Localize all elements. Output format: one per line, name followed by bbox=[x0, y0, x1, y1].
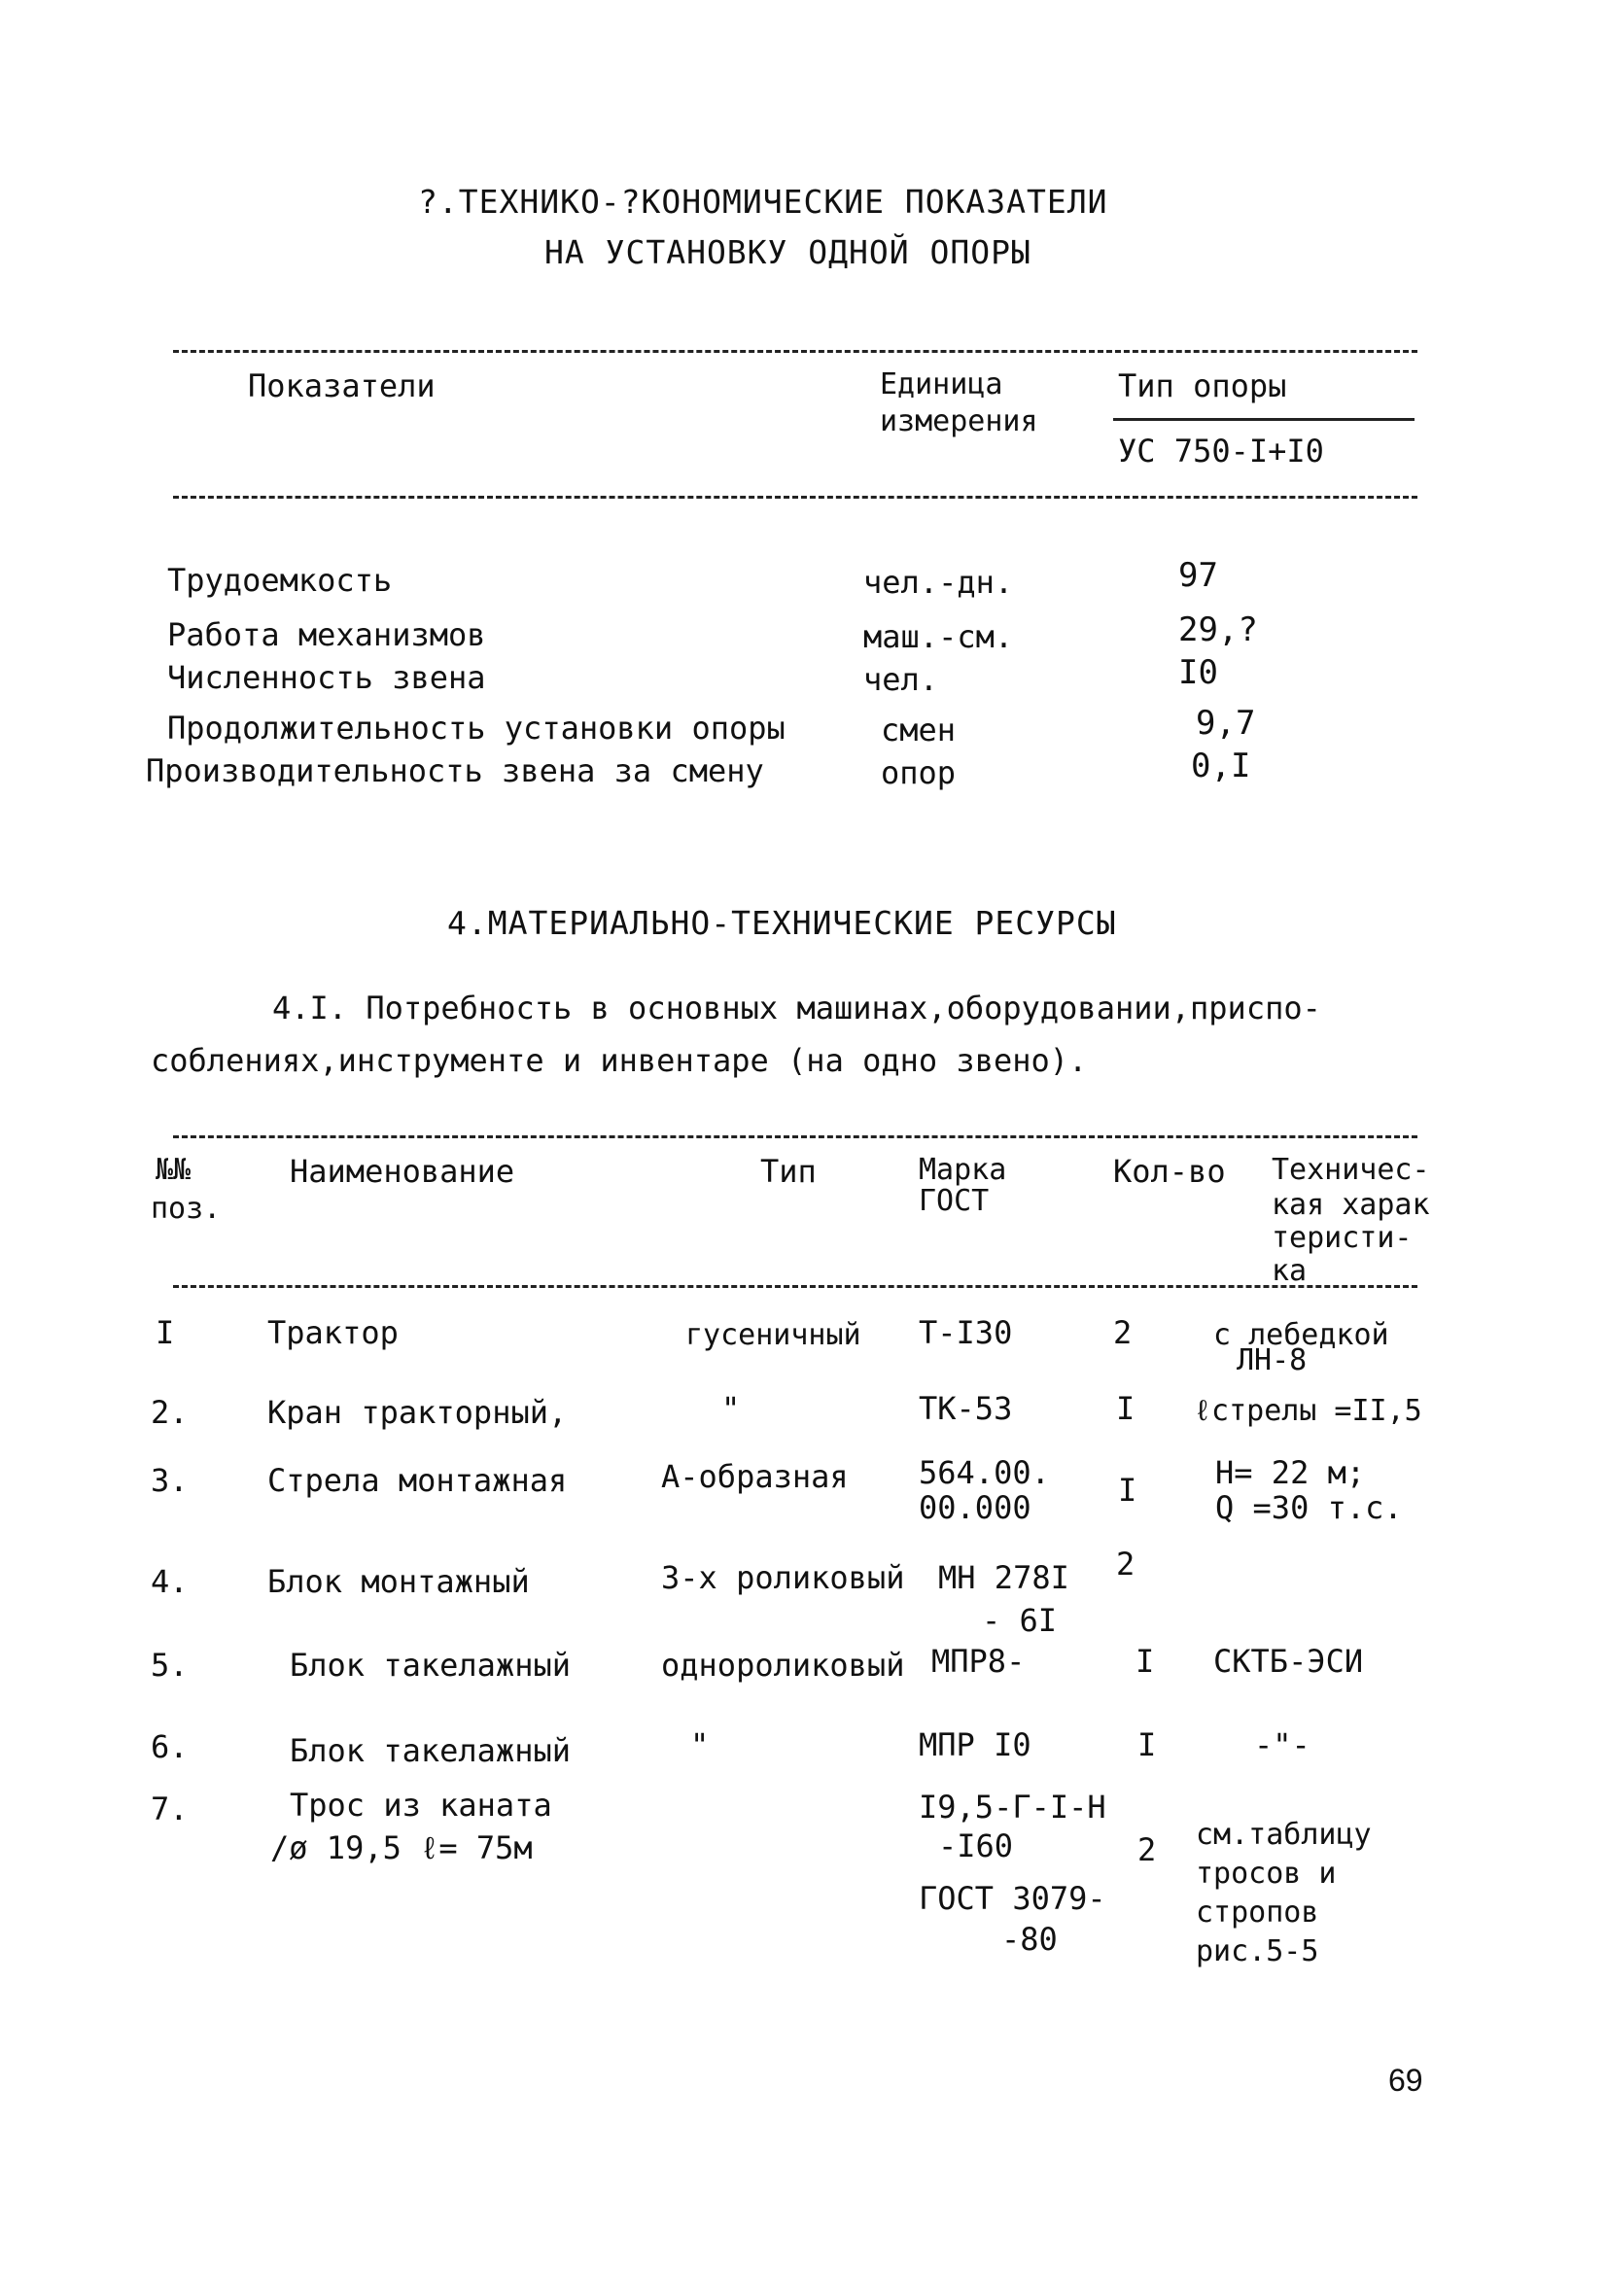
section-3-title-line1: ?.ТЕХНИКО-?КОНОМИЧЕСКИЕ ПОКАЗАТЕЛИ bbox=[418, 183, 1108, 221]
table2-row-1-type: гусеничный bbox=[685, 1318, 861, 1352]
table1-row-1-name: Трудоемкость bbox=[167, 562, 393, 599]
section-3-title-line2: НА УСТАНОВКУ ОДНОЙ ОПОРЫ bbox=[544, 233, 1031, 271]
table2-row-3-name: Стрела монтажная bbox=[267, 1462, 568, 1499]
table2-row-7-name-line2: /ø 19,5 ℓ= 75м bbox=[270, 1829, 533, 1866]
table2-row-7-mark-line3: ГОСТ 3079- bbox=[919, 1880, 1106, 1917]
table1-row-2-value: 29,? bbox=[1178, 610, 1258, 649]
table1-header-support-type: Тип опоры bbox=[1118, 367, 1287, 404]
table1-row-4-value: 9,7 bbox=[1196, 704, 1256, 743]
table2-row-7-tech: см.таблицу bbox=[1196, 1818, 1372, 1852]
table2-row-7-mark: I9,5-Г-I-Н bbox=[919, 1789, 1106, 1826]
table2-top-rule bbox=[173, 1135, 1417, 1138]
table2-row-4-type: 3-х роликовый bbox=[661, 1559, 905, 1596]
table2-row-3-tech-line2: Q =30 т.с. bbox=[1215, 1489, 1403, 1526]
table1-top-rule bbox=[173, 350, 1417, 353]
table1-header-divider bbox=[1113, 418, 1415, 421]
table2-header-pos-line2: поз. bbox=[151, 1192, 222, 1226]
table2-row-7-name: Трос из каната bbox=[290, 1787, 552, 1824]
table2-row-1-tech-line2: ЛН-8 bbox=[1237, 1343, 1308, 1377]
table2-row-7-tech-line4: рис.5-5 bbox=[1196, 1934, 1319, 1968]
table2-row-1-qty: 2 bbox=[1113, 1314, 1133, 1351]
table2-row-1-mark: Т-I30 bbox=[919, 1314, 1013, 1351]
table2-row-1-tech: с лебедкой bbox=[1213, 1318, 1389, 1352]
table1-row-3-name: Численность звена bbox=[167, 659, 486, 696]
table2-row-7-mark-line2: -I60 bbox=[938, 1827, 1014, 1864]
table2-row-6-pos: 6. bbox=[151, 1728, 189, 1765]
table1-row-1-value: 97 bbox=[1178, 556, 1218, 595]
table1-row-2-name: Работа механизмов bbox=[167, 616, 486, 653]
table2-row-2-qty: I bbox=[1116, 1390, 1135, 1427]
table2-row-7-tech-line2: тросов и bbox=[1196, 1857, 1337, 1891]
table2-row-6-tech: -"- bbox=[1254, 1726, 1310, 1763]
table2-row-4-name: Блок монтажный bbox=[267, 1563, 530, 1600]
table2-row-2-tech: ℓстрелы =II,5 bbox=[1194, 1394, 1422, 1428]
table1-header-unit-line2: измерения bbox=[880, 404, 1038, 438]
table2-row-7-tech-line3: стропов bbox=[1196, 1896, 1319, 1930]
table1-row-4-name: Продолжительность установки опоры bbox=[167, 710, 786, 747]
table2-row-6-name: Блок такелажный bbox=[290, 1732, 571, 1769]
table2-row-6-type: " bbox=[690, 1726, 710, 1763]
table2-header-tech-line2: кая харак bbox=[1272, 1188, 1430, 1222]
table2-row-4-pos: 4. bbox=[151, 1563, 189, 1600]
table2-row-5-pos: 5. bbox=[151, 1647, 189, 1684]
table2-row-4-mark: МН 278I bbox=[938, 1559, 1069, 1596]
table2-row-7-mark-line4: -80 bbox=[1001, 1921, 1058, 1958]
table2-row-4-qty: 2 bbox=[1116, 1546, 1135, 1583]
table2-row-5-name: Блок такелажный bbox=[290, 1647, 571, 1684]
table2-row-2-name: Кран тракторный, bbox=[267, 1394, 568, 1431]
table1-row-2-unit: маш.-см. bbox=[863, 618, 1014, 655]
table2-row-3-pos: 3. bbox=[151, 1462, 189, 1499]
table2-row-4-mark-line2: - 6I bbox=[982, 1602, 1058, 1639]
section-4-paragraph-line2: соблениях,инструменте и инвентаре (на одно звено). bbox=[151, 1042, 1088, 1079]
table1-row-5-unit: опор bbox=[881, 754, 957, 791]
section-4-title: 4.МАТЕРИАЛЬНО-ТЕХНИЧЕСКИЕ РЕСУРСЫ bbox=[447, 904, 1117, 942]
table1-row-1-unit: чел.-дн. bbox=[863, 564, 1014, 601]
table2-row-6-mark: МПР I0 bbox=[919, 1726, 1031, 1763]
table2-row-2-type: " bbox=[721, 1390, 741, 1427]
page-number: 69 bbox=[1388, 2063, 1423, 2098]
table2-header-mark-line2: ГОСТ bbox=[919, 1184, 990, 1218]
table1-row-5-value: 0,I bbox=[1191, 747, 1251, 785]
table1-header-support-model: УС 750-I+I0 bbox=[1118, 433, 1324, 470]
table2-row-3-mark-line2: 00.000 bbox=[919, 1489, 1031, 1526]
table1-row-3-value: I0 bbox=[1178, 653, 1218, 692]
table1-header-rule bbox=[173, 496, 1417, 499]
table2-row-3-mark: 564.00. bbox=[919, 1454, 1050, 1491]
table1-row-5-name: Производительность звена за смену bbox=[146, 752, 764, 789]
table2-row-1-name: Трактор bbox=[267, 1314, 399, 1351]
table2-row-5-qty: I bbox=[1135, 1643, 1155, 1680]
table2-row-3-type: А-образная bbox=[661, 1458, 849, 1495]
table2-row-2-mark: ТК-53 bbox=[919, 1390, 1013, 1427]
table2-header-qty: Кол-во bbox=[1113, 1153, 1226, 1190]
section-4-paragraph-line1: 4.I. Потребность в основных машинах,оборудовании,приспо- bbox=[272, 990, 1321, 1026]
table2-row-3-tech: Н= 22 м; bbox=[1215, 1454, 1366, 1491]
table2-row-2-pos: 2. bbox=[151, 1394, 189, 1431]
table2-header-name: Наименование bbox=[290, 1153, 515, 1190]
table2-row-5-mark: МПР8- bbox=[931, 1643, 1026, 1680]
table2-row-5-type: однороликовый bbox=[661, 1647, 905, 1684]
table2-header-rule bbox=[173, 1285, 1417, 1288]
table2-row-6-qty: I bbox=[1137, 1726, 1157, 1763]
table1-header-indicators: Показатели bbox=[248, 367, 436, 404]
table2-row-7-qty: 2 bbox=[1137, 1831, 1157, 1868]
table2-row-3-qty: I bbox=[1118, 1472, 1137, 1509]
table1-row-3-unit: чел. bbox=[863, 661, 939, 698]
table2-header-mark-line1: Марка bbox=[919, 1153, 1007, 1187]
table2-row-7-pos: 7. bbox=[151, 1791, 189, 1827]
table1-row-4-unit: смен bbox=[881, 712, 957, 748]
table2-header-tech-line3: теристи- bbox=[1272, 1221, 1413, 1255]
table2-header-pos-line1: №№ bbox=[156, 1153, 192, 1187]
table2-header-tech-line4: ка bbox=[1272, 1254, 1308, 1288]
table2-row-1-pos: I bbox=[156, 1314, 175, 1351]
table2-row-5-tech: СКТБ-ЭСИ bbox=[1213, 1643, 1364, 1680]
table2-header-tech-line1: Техничес- bbox=[1272, 1153, 1430, 1187]
table2-header-type: Тип bbox=[760, 1153, 817, 1190]
table1-header-unit-line1: Единица bbox=[880, 367, 1003, 401]
